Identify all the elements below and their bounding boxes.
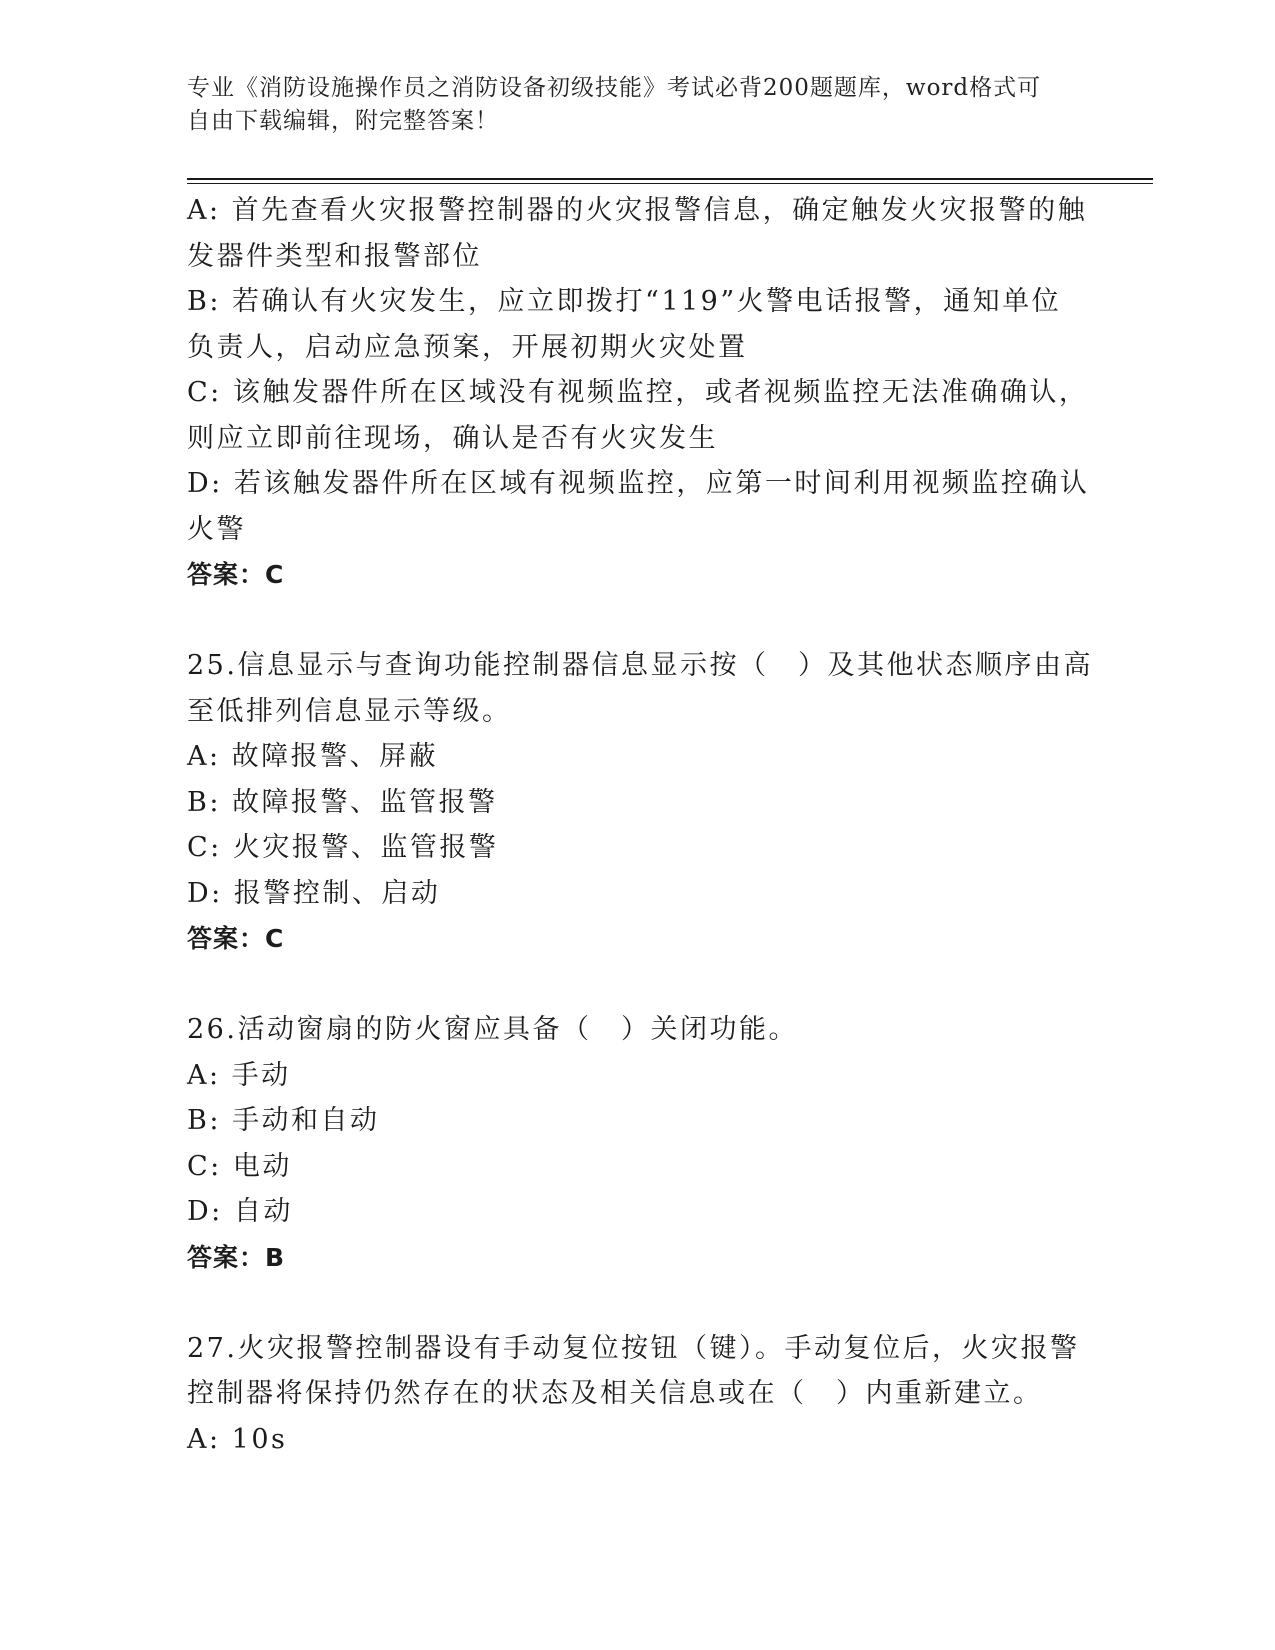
question-stem-line-1: 25.信息显示与查询功能控制器信息显示按（ ）及其他状态顺序由高 xyxy=(187,650,1093,681)
option-c: C: 火灾报警、监管报警 xyxy=(187,832,499,863)
header-divider-thick xyxy=(187,178,1153,180)
question-stem-line-1: 26.活动窗扇的防火窗应具备（ ）关闭功能。 xyxy=(187,1014,798,1045)
question-block-25 xyxy=(187,643,1093,962)
option-c: C: 电动 xyxy=(187,1150,292,1182)
answer-label: 答案：C xyxy=(187,560,285,589)
spacer xyxy=(187,1280,1077,1326)
option-a-line-1: A: 首先查看火灾报警控制器的火灾报警信息，确定触发火灾报警的触 xyxy=(187,195,1088,226)
question-stem-line-2: 至低排列信息显示等级。 xyxy=(187,695,512,727)
option-b: B: 手动和自动 xyxy=(187,1105,380,1136)
question-list xyxy=(187,188,1093,1462)
option-b: B: 故障报警、监管报警 xyxy=(187,786,498,818)
spacer xyxy=(187,598,1077,644)
option-a: A: 故障报警、屏蔽 xyxy=(187,741,439,772)
option-d-line-2: 火警 xyxy=(187,513,246,545)
document-header xyxy=(187,72,1067,138)
option-b-line-1: B: 若确认有火灾发生，应立即拨打“119”火警电话报警，通知单位 xyxy=(187,286,1062,317)
option-a: A: 10s xyxy=(187,1423,288,1455)
option-d: D: 自动 xyxy=(187,1196,293,1227)
header-line-1: 专业《消防设施操作员之消防设备初级技能》考试必背200题题库，word格式可 xyxy=(187,75,1042,101)
option-a: A: 手动 xyxy=(187,1059,291,1091)
option-b-line-2: 负责人，启动应急预案，开展初期火灾处置 xyxy=(187,331,748,363)
answer-label: 答案：B xyxy=(187,1242,286,1272)
question-block-26 xyxy=(187,1007,1077,1280)
option-c-line-2: 则应立即前往现场，确认是否有火灾发生 xyxy=(187,422,718,454)
header-line-2: 自由下载编辑，附完整答案！ xyxy=(187,108,499,134)
question-stem-line-1: 27.火灾报警控制器设有手动复位按钮（键）。手动复位后，火灾报警 xyxy=(187,1332,1080,1364)
header-divider-thin xyxy=(187,183,1153,184)
option-d: D: 报警控制、启动 xyxy=(187,877,441,909)
option-d-line-1: D: 若该触发器件所在区域有视频监控，应第一时间利用视频监控确认 xyxy=(187,468,1090,499)
option-c-line-1: C: 该触发器件所在区域没有视频监控，或者视频监控无法准确确认， xyxy=(187,377,1089,408)
answer-label: 答案：C xyxy=(187,924,285,953)
question-block-24 xyxy=(187,188,1090,598)
spacer xyxy=(187,962,1077,1008)
option-a-line-2: 发器件类型和报警部位 xyxy=(187,240,482,272)
question-block-27 xyxy=(187,1326,1080,1463)
question-stem-line-2: 控制器将保持仍然存在的状态及相关信息或在（ ）内重新建立。 xyxy=(187,1378,1043,1409)
